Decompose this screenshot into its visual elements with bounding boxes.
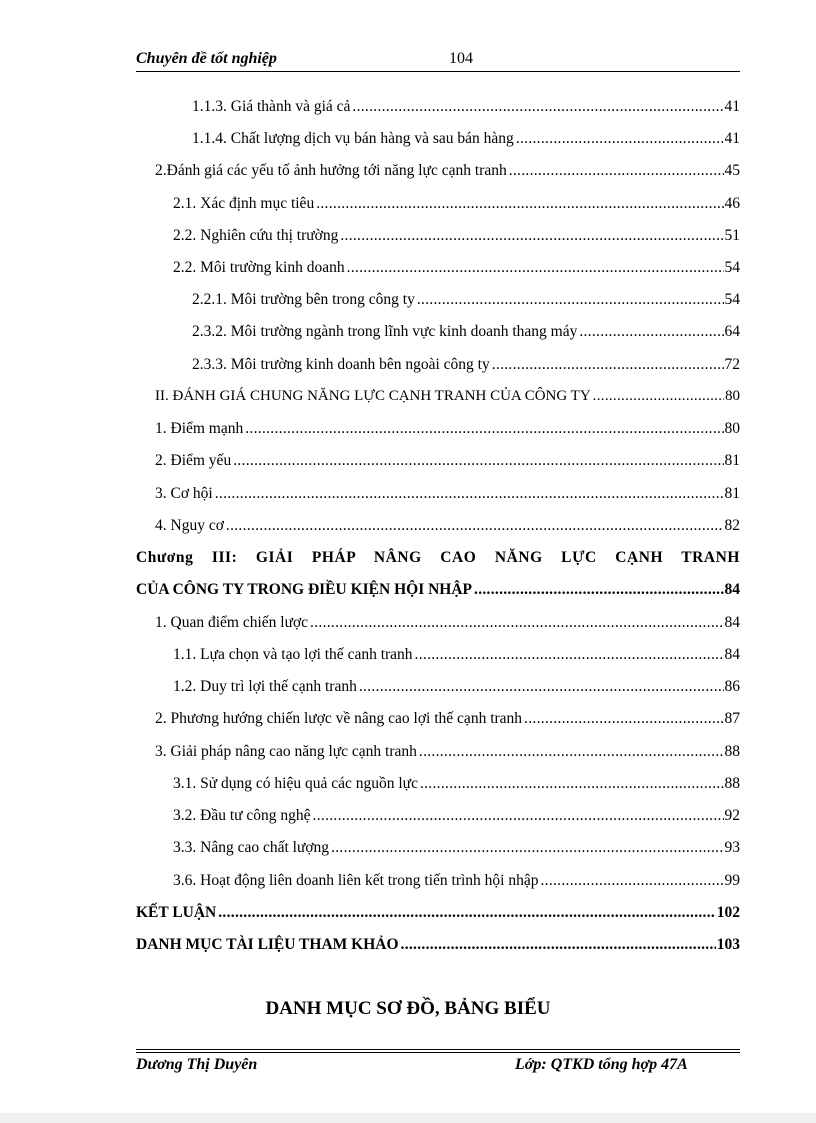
toc-leader — [516, 130, 724, 148]
toc-entry-title: 2.3.2. Môi trường ngành trong lĩnh vực kinh doanh thang máy — [192, 323, 578, 340]
toc-entry-title: 4. Nguy cơ — [155, 517, 224, 534]
toc-entry-page: 84 — [724, 614, 740, 631]
toc-entry-title: 2. Phương hướng chiến lược về nâng cao lợi thế cạnh tranh — [155, 710, 523, 727]
author-name: Dương Thị Duyên — [136, 1056, 258, 1073]
toc-entry — [155, 452, 740, 474]
page-header — [136, 50, 740, 72]
toc-entry — [192, 323, 740, 345]
toc-entry-page: 64 — [724, 323, 740, 340]
toc-leader — [316, 195, 723, 213]
toc-entry-title: 2.2. Môi trường kinh doanh — [173, 259, 345, 276]
toc-leader — [331, 839, 723, 857]
footer-rule — [136, 1049, 740, 1050]
toc-entry — [173, 195, 740, 217]
class-info: Lớp: QTKD tổng hợp 47A — [515, 1056, 688, 1073]
toc-leader — [313, 807, 724, 825]
toc-entry-title: 2.1. Xác định mục tiêu — [173, 195, 315, 212]
toc-entry-title: 1.1. Lựa chọn và tạo lợi thế canh tranh — [173, 646, 413, 663]
toc-entry-page: 80 — [725, 388, 740, 404]
toc-entry — [155, 517, 740, 539]
toc-entry-title: 1. Điểm mạnh — [155, 420, 244, 437]
toc-leader — [524, 710, 723, 728]
toc-leader — [218, 904, 716, 922]
toc-entry-title: 3.2. Đầu tư công nghệ — [173, 807, 311, 824]
toc-entry-page: 45 — [724, 162, 740, 179]
toc-entry — [173, 839, 740, 861]
toc-leader — [420, 775, 724, 793]
toc-leader — [419, 743, 724, 761]
toc-entry — [173, 872, 740, 894]
toc-entry-page: 99 — [724, 872, 740, 889]
toc-entry — [192, 291, 740, 313]
toc-entry-page: 103 — [716, 936, 740, 953]
toc-leader — [593, 388, 724, 405]
toc-entry-title: 1.2. Duy trì lợi thế cạnh tranh — [173, 678, 357, 695]
toc-entry-page: 82 — [724, 517, 740, 534]
toc-entry — [192, 356, 740, 378]
toc-leader — [540, 872, 723, 890]
toc-entry-page: 88 — [724, 743, 740, 760]
toc-leader — [233, 452, 723, 470]
toc-leader — [492, 356, 724, 374]
toc-leader — [226, 517, 724, 535]
page-bottom-edge — [0, 1113, 816, 1123]
toc-leader — [347, 259, 724, 277]
toc-entry-page: 51 — [724, 227, 740, 244]
toc-entry-page: 84 — [724, 581, 740, 598]
toc-entry-page: 102 — [716, 904, 740, 921]
toc-entry-title: 1.1.3. Giá thành và giá cả — [192, 98, 351, 115]
toc-entry — [192, 130, 740, 152]
toc-entry-title: 2.3.3. Môi trường kinh doanh bên ngoài công ty — [192, 356, 490, 373]
toc-entry-page: 72 — [724, 356, 740, 373]
toc-entry-title: 3.1. Sử dụng có hiệu quả các nguồn lực — [173, 775, 418, 792]
toc-entry-title: 1.1.4. Chất lượng dịch vụ bán hàng và sau bán hàng — [192, 130, 514, 147]
toc-entry-page: 80 — [724, 420, 740, 437]
toc-entry-page: 54 — [724, 259, 740, 276]
toc-entry-title: 2.2.1. Môi trường bên trong công ty — [192, 291, 415, 308]
toc-entry-title: 2.Đánh giá các yếu tố ảnh hưởng tới năng lực cạnh tranh — [155, 162, 507, 179]
toc-leader — [215, 485, 724, 503]
toc-entry — [173, 775, 740, 797]
toc-entry-title: 3.3. Nâng cao chất lượng — [173, 839, 330, 856]
section-title: DANH MỤC SƠ ĐỒ, BẢNG BIỂU — [265, 998, 551, 1019]
toc-leader — [417, 291, 724, 309]
toc-leader — [579, 323, 723, 341]
document-type: Chuyên đề tốt nghiệp — [136, 50, 277, 67]
toc-leader — [245, 420, 723, 438]
toc-leader — [340, 227, 723, 245]
page-number: 104 — [449, 50, 473, 67]
toc-entry-page: 87 — [724, 710, 740, 727]
toc-entry — [192, 98, 740, 120]
toc-leader — [401, 936, 716, 954]
toc-leader — [415, 646, 724, 664]
header-rule — [136, 71, 740, 72]
toc-entry-title: KẾT LUẬN — [136, 904, 217, 921]
toc-entry — [173, 807, 740, 829]
toc-entry — [155, 743, 740, 765]
toc-entry — [173, 678, 740, 700]
toc-leader — [474, 581, 723, 599]
toc-entry-title: 3. Cơ hội — [155, 485, 213, 502]
toc-entry-title: CỦA CÔNG TY TRONG ĐIỀU KIỆN HỘI NHẬP — [136, 581, 473, 598]
toc-entry — [136, 581, 740, 603]
toc-leader — [310, 614, 723, 632]
toc-entry — [155, 162, 740, 184]
toc-leader — [509, 162, 724, 180]
toc-entry-title: 2. Điểm yếu — [155, 452, 232, 469]
toc-entry — [155, 388, 740, 410]
toc-entry-page: 81 — [724, 485, 740, 502]
toc-entry-page: 86 — [724, 678, 740, 695]
toc-entry — [155, 485, 740, 507]
toc-entry — [136, 904, 740, 926]
toc-entry — [155, 420, 740, 442]
toc-entry-title: II. ĐÁNH GIÁ CHUNG NĂNG LỰC CẠNH TRANH CỦA CÔNG TY — [155, 388, 591, 404]
toc-entry-title: 1. Quan điểm chiến lược — [155, 614, 309, 631]
toc-entry-title: DANH MỤC TÀI LIỆU THAM KHẢO — [136, 936, 399, 953]
toc-entry — [173, 259, 740, 281]
toc-entry — [155, 710, 740, 732]
toc-entry-page: 92 — [724, 807, 740, 824]
toc-entry-title: 3.6. Hoạt động liên doanh liên kết trong tiến trình hội nhập — [173, 872, 539, 889]
toc-entry-title: 3. Giải pháp nâng cao năng lực cạnh tranh — [155, 743, 417, 760]
toc-entry-page: 46 — [724, 195, 740, 212]
toc-entry-page: 88 — [724, 775, 740, 792]
toc-entry — [155, 614, 740, 636]
chapter-heading: Chương III: GIẢI PHÁP NÂNG CAO NĂNG LỰC CẠNH TRANH — [136, 549, 740, 566]
toc-leader — [359, 678, 724, 696]
page-footer — [136, 1056, 740, 1078]
toc-entry-page: 84 — [724, 646, 740, 663]
toc-entry — [173, 227, 740, 249]
toc-entry-page: 41 — [724, 98, 740, 115]
toc-entry-title: 2.2. Nghiên cứu thị trường — [173, 227, 339, 244]
footer-rule — [136, 1052, 740, 1053]
toc-entry — [173, 646, 740, 668]
toc-entry-page: 41 — [724, 130, 740, 147]
toc-entry-page: 54 — [724, 291, 740, 308]
toc-entry — [136, 936, 740, 958]
toc-entry-page: 93 — [724, 839, 740, 856]
toc-entry-page: 81 — [724, 452, 740, 469]
toc-leader — [352, 98, 723, 116]
